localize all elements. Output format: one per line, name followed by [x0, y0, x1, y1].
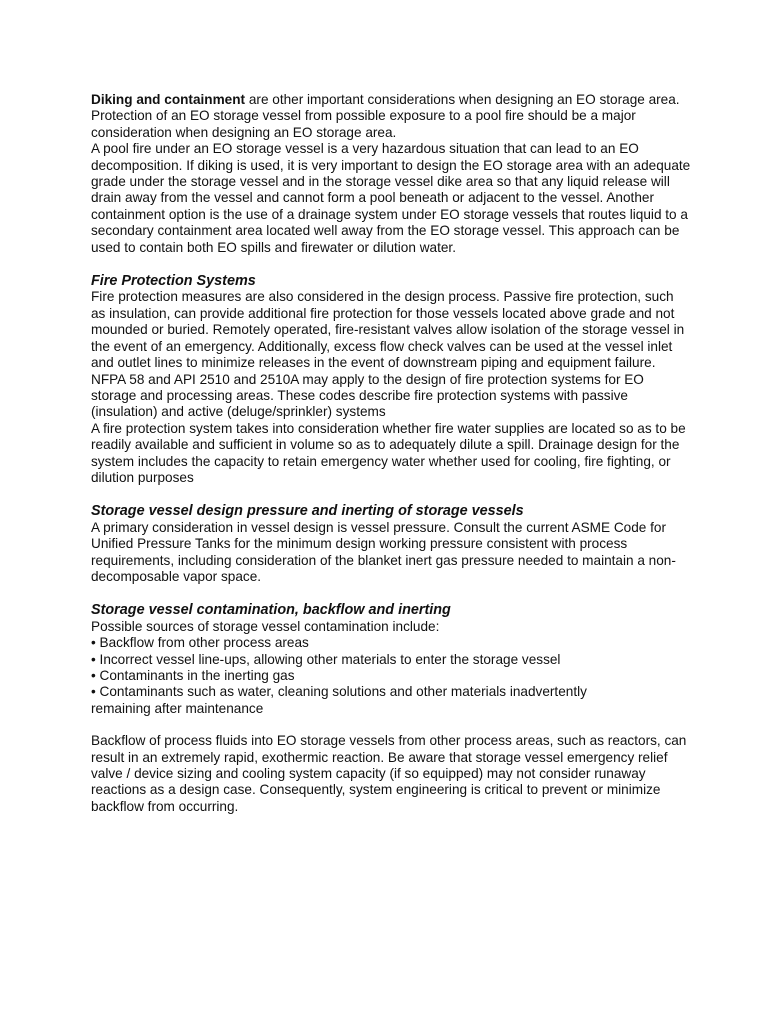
- fire-protection-heading: Fire Protection Systems: [91, 273, 256, 290]
- paragraph-spacer: [91, 717, 691, 733]
- list-item: • Incorrect vessel line-ups, allowing other materials to enter the storage vessel: [91, 652, 691, 668]
- list-item: • Contaminants in the inerting gas: [91, 668, 691, 684]
- intro-paragraph-1-text: are other important considerations when designing an EO storage area. Protection of an EO storage vessel from possible exposure to a pool fire should be a major consideration when designing an EO storage area.: [91, 92, 680, 140]
- lead-bold-term: Diking and containment: [91, 92, 246, 107]
- design-pressure-heading: Storage vessel design pressure and inerting of storage vessels: [91, 503, 524, 520]
- design-pressure-paragraph: A primary consideration in vessel design is vessel pressure. Consult the current ASME Code for Unified Pressure Tanks for the minimum design working pressure consistent with process requirements, including consideration of the blanket inert gas pressure needed to maintain a non-decomposable vapor space.: [91, 519, 676, 584]
- document-page: [91, 92, 691, 815]
- list-item: • Backflow from other process areas: [91, 635, 691, 651]
- contamination-intro: Possible sources of storage vessel contamination include:: [91, 618, 440, 634]
- contamination-sources-list: [91, 635, 691, 701]
- contamination-closing-paragraph: Backflow of process fluids into EO storage vessels from other process areas, such as reactors, can result in an extremely rapid, exothermic reaction. Be aware that storage vessel emergency relief valve / device sizing and cooling system capacity (if so equipped) may not consider runaway reactions as a design case. Consequently, system engineering is critical to prevent or minimize backflow from occurring.: [91, 733, 687, 814]
- contamination-heading: Storage vessel contamination, backflow and inerting: [91, 602, 451, 619]
- intro-paragraph-1: [91, 92, 691, 141]
- list-item: • Contaminants such as water, cleaning solutions and other materials inadvertently: [91, 684, 691, 700]
- intro-paragraph-2: A pool fire under an EO storage vessel is a very hazardous situation that can lead to an EO decomposition. If diking is used, it is very important to design the EO storage area with an adequate grade under the storage vessel and in the storage vessel dike area so that any liquid release will drain away from the vessel and cannot form a pool beneath or adjacent to the vessel. Another containment option is the use of a drainage system under EO storage vessels that routes liquid to a secondary containment area located well away from the EO storage vessel. This approach can be used to contain both EO spills and firewater or dilution water.: [91, 141, 691, 255]
- fire-protection-paragraph-1: Fire protection measures are also considered in the design process. Passive fire protection, such as insulation, can provide additional fire protection for those vessels located above grade and not mounded or buried. Remotely operated, fire-resistant valves allow isolation of the storage vessel in the event of an emergency. Additionally, excess flow check valves can be used at the vessel inlet and outlet lines to minimize releases in the event of downstream piping and equipment failure.: [91, 289, 685, 371]
- fire-protection-paragraph-2: NFPA 58 and API 2510 and 2510A may apply to the design of fire protection systems for EO storage and processing areas. These codes describe fire protection systems with passive (insulation) and active (deluge/sprinkler) systems: [91, 371, 644, 420]
- fire-protection-paragraph-3: A fire protection system takes into consideration whether fire water supplies are located so as to be readily available and sufficient in volume so as to adequately dilute a spill. Drainage design for the system includes the capacity to retain emergency water whether used for cooling, fire fighting, or dilution purposes: [91, 420, 686, 485]
- bullet-continuation: remaining after maintenance: [91, 700, 264, 716]
